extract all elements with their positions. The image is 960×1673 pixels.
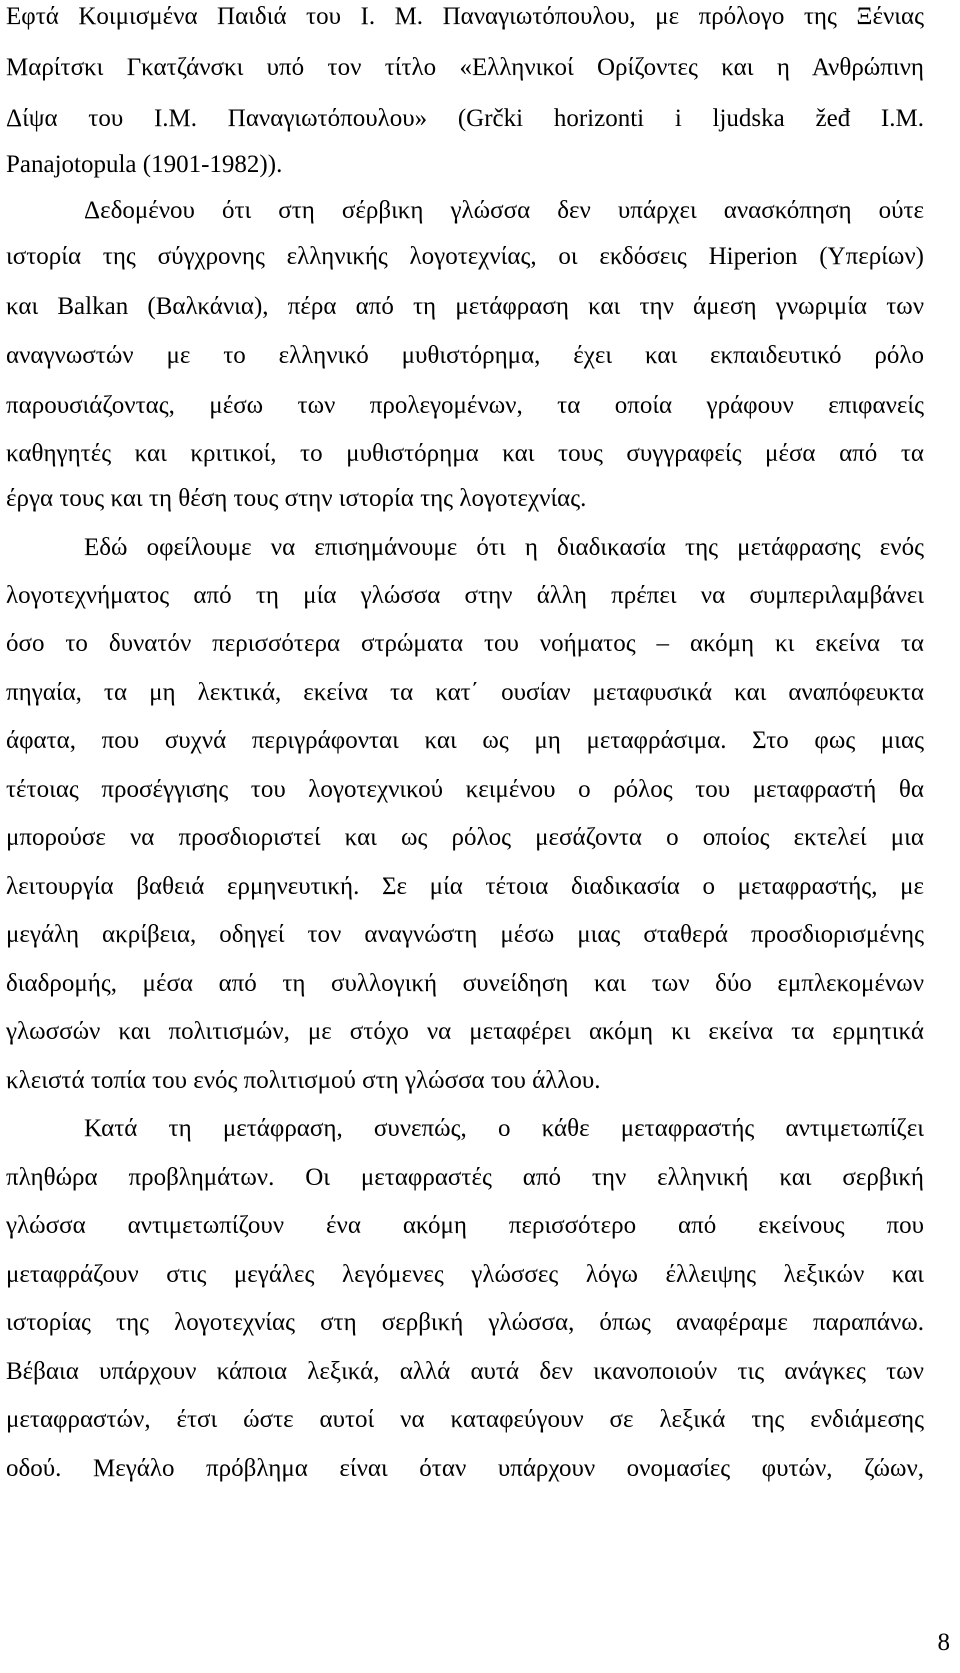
text-line: όσο το δυνατόν περισσότερα στρώματα του νοήματος – ακόμη κι εκείνα τα (6, 630, 924, 657)
text-line: μπορούσε να προσδιοριστεί και ως ρόλος μεσάζοντα ο οποίος εκτελεί μια (6, 824, 924, 851)
text-line: οδού. Μεγάλο πρόβλημα είναι όταν υπάρχουν ονομασίες φυτών, ζώων, (6, 1455, 924, 1482)
text-line: καθηγητές και κριτικοί, το μυθιστόρημα και τους συγγραφείς μέσα από τα (6, 440, 924, 467)
text-line: έργα τους και τη θέση τους στην ιστορία της λογοτεχνίας. (6, 485, 587, 512)
text-line: πηγαία, τα μη λεκτικά, εκείνα τα κατ΄ ουσίαν μεταφυσικά και αναπόφευκτα (6, 679, 924, 706)
text-line: Panajotopula (1901-1982)). (6, 151, 283, 178)
text-line: Εφτά Κοιμισμένα Παιδιά του Ι. Μ. Παναγιωτόπουλου, με πρόλογο της Ξένιας (6, 3, 924, 30)
text-line: μεταφράζουν στις μεγάλες λεγόμενες γλώσσες λόγω έλλειψης λεξικών και (6, 1261, 924, 1288)
paragraph-first-line: Κατά τη μετάφραση, συνεπώς, ο κάθε μεταφραστής αντιμετωπίζει (84, 1115, 924, 1142)
text-line: πληθώρα προβλημάτων. Οι μεταφραστές από την ελληνική και σερβική (6, 1164, 924, 1191)
text-line: γλώσσα αντιμετωπίζουν ένα ακόμη περισσότερο από εκείνους που (6, 1212, 924, 1239)
paragraph-first-line: Εδώ οφείλουμε να επισημάνουμε ότι η διαδικασία της μετάφρασης ενός (84, 534, 924, 561)
text-line: λειτουργία βαθειά ερμηνευτική. Σε μία τέτοια διαδικασία ο μεταφραστής, με (6, 873, 924, 900)
text-line: μεγάλη ακρίβεια, οδηγεί τον αναγνώστη μέσω μιας σταθερά προσδιορισμένης (6, 921, 924, 948)
text-line: ιστορίας της λογοτεχνίας στη σερβική γλώσσα, όπως αναφέραμε παραπάνω. (6, 1309, 924, 1336)
text-line: ιστορία της σύγχρονης ελληνικής λογοτεχνίας, οι εκδόσεις Hiperion (Υπερίων) (6, 243, 924, 270)
text-line: και Balkan (Βαλκάνια), πέρα από τη μετάφραση και την άμεση γνωριμία των (6, 293, 924, 320)
text-line: λογοτεχνήματος από τη μία γλώσσα στην άλλη πρέπει να συμπεριλαμβάνει (6, 582, 924, 609)
text-line: αναγνωστών με το ελληνικό μυθιστόρημα, έχει και εκπαιδευτικό ρόλο (6, 342, 924, 369)
paragraph-first-line: Δεδομένου ότι στη σέρβικη γλώσσα δεν υπάρχει ανασκόπηση ούτε (84, 197, 924, 224)
page-number: 8 (937, 1629, 950, 1656)
text-line: διαδρομής, μέσα από τη συλλογική συνείδηση και των δύο εμπλεκομένων (6, 970, 924, 997)
text-line: άφατα, που συχνά περιγράφονται και ως μη μεταφράσιμα. Στο φως μιας (6, 727, 924, 754)
text-line: κλειστά τοπία του ενός πολιτισμού στη γλώσσα του άλλου. (6, 1067, 601, 1094)
text-line: γλωσσών και πολιτισμών, με στόχο να μεταφέρει ακόμη κι εκείνα τα ερμητικά (6, 1018, 924, 1045)
text-line: Μαρίτσκι Γκατζάνσκι υπό τον τίτλο «Ελληνικοί Ορίζοντες και η Ανθρώπινη (6, 54, 924, 81)
text-line: Δίψα του Ι.Μ. Παναγιωτόπουλου» (Grčki horizonti i ljudska žeđ I.M. (6, 105, 924, 132)
text-line: Βέβαια υπάρχουν κάποια λεξικά, αλλά αυτά δεν ικανοποιούν τις ανάγκες των (6, 1358, 924, 1385)
text-line: τέτοιας προσέγγισης του λογοτεχνικού κειμένου ο ρόλος του μεταφραστή θα (6, 776, 924, 803)
text-line: παρουσιάζοντας, μέσω των προλεγομένων, τα οποία γράφουν επιφανείς (6, 392, 924, 419)
text-line: μεταφραστών, έτσι ώστε αυτοί να καταφεύγουν σε λεξικά της ενδιάμεσης (6, 1406, 924, 1433)
